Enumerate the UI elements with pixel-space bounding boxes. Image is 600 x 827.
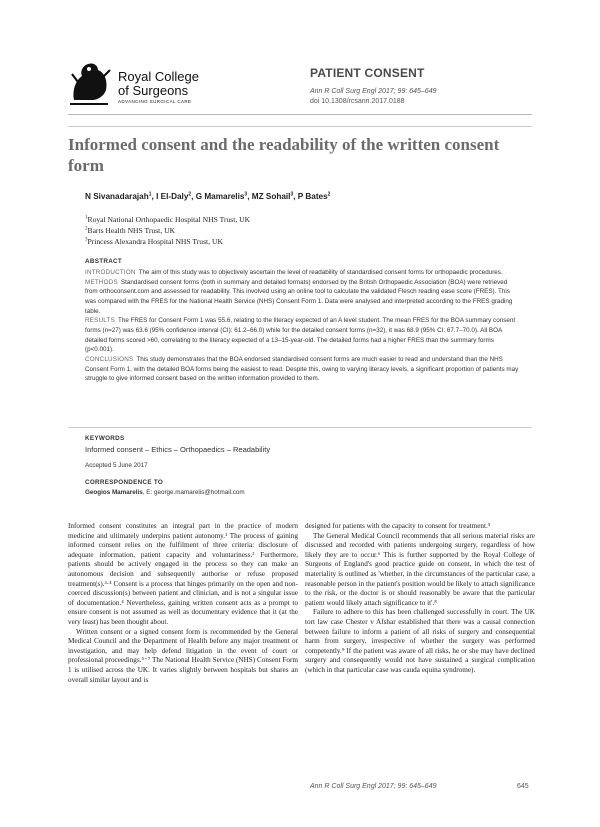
journal-info <box>310 87 436 107</box>
page-number: 645 <box>517 783 529 790</box>
footer-citation: Ann R Coll Surg Engl 2017; 99: 645–649 <box>310 783 437 790</box>
org-name <box>118 70 199 98</box>
author: I El-Daly$^2$ <box>156 191 192 201</box>
body-paragraph: Written consent or a signed consent form is recommended by the General Medical Council and the Department of Health before any major treatment or investigation, and may help defend litigation in the event of court or professional proceedings.⁵⁻⁷ The National Health Service (NHS) Consent Form 1 is utilised across the UK. It varies slightly between hospitals but shares an overall similar layout and is <box>68 627 298 684</box>
abstract-heading: ABSTRACT <box>85 258 123 265</box>
org-tagline: ADVANCING SURGICAL CARE <box>118 99 192 104</box>
author: MZ Sohail$^3$ <box>251 191 294 201</box>
body-column-left <box>68 522 298 685</box>
author: N Sivanadarajah$^1$ <box>85 191 152 201</box>
section-title: PATIENT CONSENT <box>310 66 425 80</box>
body-paragraph: Informed consent constitutes an integral part in the practice of modern medicine and ultimately underpins patient autonomy.¹ The process of gaining informed consent relies on the fulfilment of three criteria: disclosure of adequate information, patient capacity and voluntariness.² Furthermore, patients should be actively engaged in the process so they can make an autonomous decision and subsequently authorise or refuse proposed treatment(s).³·⁴ Consent is a process that hinges primarily on the open and non-coerced discussion(s) between patient and clinician, and is not a singular issue of documentation.⁴ Nevertheless, gaining written consent acts as a prompt to ensure consent is not assumed as well as documentary evidence that it (at the very least) has been thought about. <box>68 522 298 626</box>
abstract-results: RESULTS The FRES for Consent Form 1 was 55.6, relating to the literacy expected of an A level student. The mean FRES for the BOA summary consent forms (n=27) was 63.6 (95% confidence interval (CI): 61.2–66.0) while for the detailed consent forms (n=32), it was 68.9 (95% CI: 67.7–70.0). All BOA detailed forms scored >60, correlating to the literacy expected of a 13–15-year-old. The detailed forms had a higher FRES than the summary forms (p<0.001). <box>85 317 516 354</box>
affiliation: $^2$Barts Health NHS Trust, UK <box>85 226 176 235</box>
rcs-crest-icon <box>68 60 112 108</box>
author-list: N Sivanadarajah$^1$, I El-Daly$^2$, G Mamarelis$^3$, MZ Sohail$^3$, P Bates$^2$ <box>85 191 331 201</box>
affiliations <box>85 214 535 247</box>
keywords-heading: KEYWORDS <box>85 435 125 442</box>
author: P Bates$^2$ <box>297 191 331 201</box>
body-column-right <box>305 522 535 676</box>
correspondence: Geogios Mamarelis, E: george.mamarelis@hotmail.com <box>85 489 245 496</box>
affiliation: $^1$Royal National Orthopaedic Hospital NHS Trust, UK <box>85 215 251 224</box>
abstract-methods: METHODS Standardised consent forms (both in summary and detailed formats) endorsed by the British Orthopaedic Association (BOA) were retrieved from orthoconsent.com and assessed for readability. This involved using an online tool to calculate the validated Flesch reading ease score (FRES). This was compared with the FRES for the National Health Service (NHS) Consent Form 1. Data were analysed and interpreted according to the FRES grading table. <box>85 278 513 315</box>
doi: doi 10.1308/rcsann.2017.0188 <box>310 98 405 105</box>
body-paragraph: designed for patients with the capacity to consent for treatment.⁵ <box>305 522 491 530</box>
keywords: Informed consent – Ethics – Orthopaedics – Readability <box>85 445 271 454</box>
article-title: Informed consent and the readability of the written consent form <box>68 135 500 175</box>
accepted-date: Accepted 5 June 2017 <box>85 462 148 469</box>
org-name-line1: Royal College <box>118 69 199 84</box>
abstract <box>85 268 521 384</box>
correspondence-heading: CORRESPONDENCE TO <box>85 479 164 486</box>
header-divider <box>68 114 532 115</box>
affiliation: $^3$Princess Alexandra Hospital NHS Trust, UK <box>85 237 223 246</box>
org-name-line2: of Surgeons <box>118 83 189 98</box>
abstract-conclusions: CONCLUSIONS This study demonstrates that the BOA endorsed standardised consent forms are much easier to read and understand than the NHS Consent Form 1, with the detailed BOA forms being the easiest to read. Despite this, owing to varying literacy levels, a significant proportion of patients may struggle to give informed consent based on the written information provided to them. <box>85 355 519 383</box>
abstract-introduction: INTRODUCTION The aim of this study was to objectively ascertain the level of readability of standardised consent forms for orthopaedic procedures. <box>85 269 503 276</box>
journal-citation: Ann R Coll Surg Engl 2017; 99: 645–649 <box>310 88 437 95</box>
author: G Mamarelis$^3$ <box>195 191 248 201</box>
body-paragraph: The General Medical Council recommends that all serious material risks are discussed and recorded with patients undergoing surgery, regardless of how likely they are to occur.⁶ This is further supported by the Royal College of Surgeons of England's good practice guide on consent, in which the test of materiality is outlined as 'whether, in the circumstances of the particular case, a reasonable person in the patient's position would be likely to attach significance to the risk, or the doctor is or should reasonably be aware that the particular patient would likely attach significance to it'.⁸ <box>305 531 535 607</box>
body-paragraph: Failure to adhere to this has been challenged successfully in court. The UK tort law case Chester v Afshar established that there was a causal connection between failure to inform a patient of all risks of surgery and consequential harm from surgery, irrespective of whether the surgery was performed competently.⁹ If the patient was aware of all risks, he or she may have declined surgery and consequently would not have sustained a surgical complication (which in that particular case was cauda equina syndrome). <box>305 608 535 674</box>
